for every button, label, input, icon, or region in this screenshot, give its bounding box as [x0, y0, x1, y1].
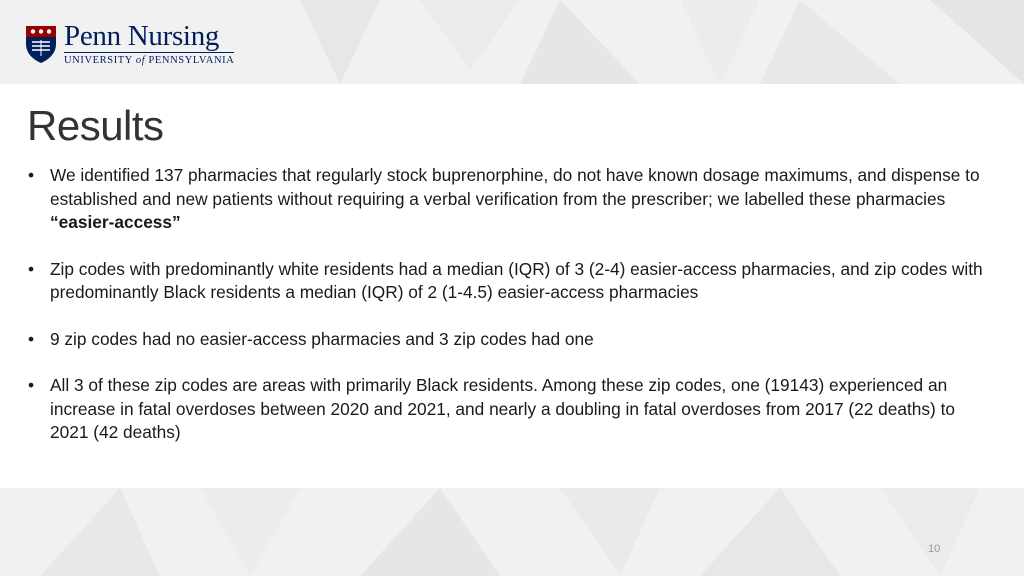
bullet-text: All 3 of these zip codes are areas with primarily Black residents. Among these zip codes, one (19143) experienced an increase in fatal overdoses between 2020 and 2021, and nearly a doubling in fatal overdoses from 2017 (22 deaths) to 2021 (42 deaths)	[50, 375, 955, 442]
footer-band	[0, 488, 1024, 576]
bullet-bold-term: “easier-access”	[50, 212, 181, 232]
logo-sub-prefix: UNIVERSITY	[64, 55, 136, 66]
bullet-glyph: •	[28, 165, 35, 185]
bullet-glyph: •	[28, 258, 35, 279]
penn-nursing-logo	[24, 22, 234, 66]
slide-title: Results	[27, 102, 164, 149]
bullet-text: 9 zip codes had no easier-access pharmacies and 3 zip codes had one	[50, 328, 594, 349]
bullet-item	[28, 374, 988, 445]
page-number: 10	[928, 543, 941, 555]
bullet-glyph: •	[28, 328, 35, 349]
footer-geometric-pattern	[0, 488, 1024, 576]
bullet-item	[28, 164, 988, 235]
bullet-text: Zip codes with predominantly white residents had a median (IQR) of 3 (2-4) easier-access pharmacies, and zip codes with predominantly Black residents a median (IQR) of 2 (1-4.5) easier-access pharmacies	[50, 258, 983, 302]
logo-university-line	[64, 52, 234, 66]
bullet-item	[28, 328, 988, 352]
bullet-text: We identified 137 pharmacies that regularly stock buprenorphine, do not have known dosage maximums, and dispense to established and new patients without requiring a verbal verification from the prescriber; we labelled these pharmacies	[50, 165, 980, 209]
bullet-item	[28, 258, 988, 305]
penn-shield-icon	[24, 24, 58, 64]
logo-wordmark: Penn Nursing	[64, 20, 220, 52]
logo-sub-of: of	[135, 55, 146, 66]
logo-sub-suffix: PENNSYLVANIA	[145, 55, 235, 66]
results-bullet-list	[28, 164, 988, 468]
bullet-glyph: •	[28, 375, 35, 395]
